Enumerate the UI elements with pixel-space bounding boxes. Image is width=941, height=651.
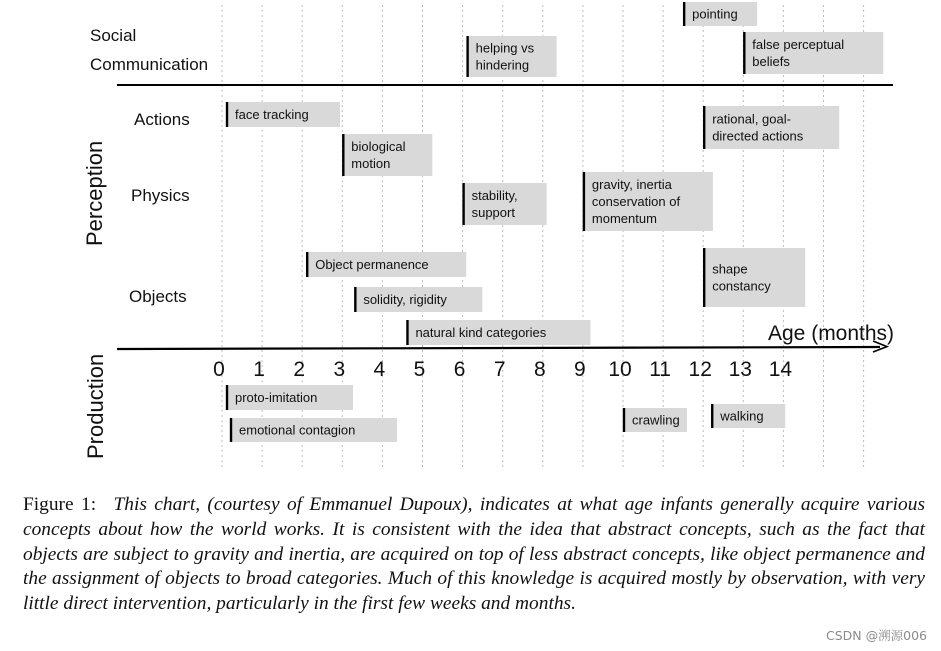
tick-label: 1: [253, 358, 265, 381]
bar-label: crawling: [632, 412, 680, 428]
tick-label: 5: [413, 358, 426, 381]
tick-label: 6: [453, 358, 466, 381]
concept-bar-pointing: [683, 2, 757, 26]
bar-fill: [703, 248, 805, 307]
bar-label: face tracking: [235, 107, 309, 122]
concept-bar-object-permanence: [306, 252, 466, 277]
tick-label: 4: [373, 358, 386, 381]
concept-bar-natural-kind-categories: [406, 320, 590, 345]
watermark: CSDN @溯源006: [826, 628, 927, 643]
tick-label: 12: [688, 358, 712, 381]
concept-bar-proto-imitation: [226, 385, 353, 410]
tick-label: 3: [333, 358, 346, 381]
bar-label: emotional contagion: [239, 422, 356, 438]
concept-bar-face-tracking: [226, 102, 340, 127]
tick-label: 2: [293, 358, 306, 381]
bar-label: rational, goal-directed actions: [712, 111, 804, 144]
bar-label: shape constancy: [712, 261, 771, 294]
concept-bar-walking: [711, 404, 785, 428]
concept-bar-biological-motion: [342, 134, 432, 176]
row-label-social: [90, 26, 208, 74]
bar-label: Object permanence: [315, 257, 429, 272]
age-axis-line: [117, 347, 880, 349]
bar-label: false perceptual beliefs: [752, 37, 845, 69]
group-label-perception: Perception: [82, 140, 107, 246]
bar-label: natural kind categories: [415, 325, 547, 340]
concept-bar-solidity-rigidity: [354, 287, 482, 312]
row-label-social-line-1: Social: [90, 26, 137, 45]
bar-label: pointing: [692, 6, 738, 22]
row-label-objects: Objects: [129, 287, 187, 306]
tick-label: 7: [493, 358, 506, 381]
bar-label: helping vs hindering: [475, 40, 535, 73]
x-axis-title: Age (months): [768, 322, 895, 345]
caption-text: This chart, (courtesy of Emmanuel Dupoux), indicates at what age infants generally acquire various concepts about how the world works. It is consistent with the idea that abstract concepts, such as the fact that objects are subject to gravity and inertia, are acquired on top of less abstract concepts, like object permanence and the assignment of objects to broad categories. Much of this knowledge is acquired mostly by observation, with very little direct intervention, particularly in the first few weeks and months.: [23, 494, 925, 615]
group-label-production: Production: [83, 353, 108, 459]
bar-label: gravity, inertia conservation of momentum: [591, 177, 681, 226]
tick-label: 10: [608, 358, 632, 381]
concept-bar-helping-vs-hindering: [467, 36, 557, 77]
bar-label: solidity, rigidity: [363, 292, 447, 307]
figure-caption: [23, 493, 925, 617]
tick-label: 9: [574, 358, 586, 381]
concept-bar-gravity-inertia-conservation-of-momentum: [583, 172, 713, 231]
bar-label: stability, support: [471, 188, 518, 220]
tick-label: 13: [728, 358, 752, 381]
row-label-social-line-2: Communication: [90, 55, 209, 74]
tick-label: 8: [533, 358, 546, 381]
tick-label: 14: [768, 358, 793, 381]
bar-label: proto-imitation: [235, 390, 318, 405]
concept-bar-shape-constancy: [703, 248, 805, 307]
concept-bar-emotional-contagion: [230, 418, 397, 442]
tick-label: 11: [649, 358, 672, 381]
concept-bar-rational-goal-directed-actions: [703, 106, 839, 149]
row-label-actions: Actions: [134, 110, 190, 129]
row-label-physics: Physics: [131, 186, 190, 205]
bar-label: walking: [720, 408, 764, 424]
concept-bar-false-perceptual-beliefs: [743, 32, 883, 74]
age-tick-labels: [213, 358, 792, 381]
concept-bar-crawling: [623, 408, 687, 432]
caption-label: Figure 1:: [23, 494, 97, 515]
bar-label: biological motion: [351, 139, 406, 171]
concept-bar-stability-support: [463, 183, 547, 225]
tick-label: 0: [213, 358, 225, 381]
